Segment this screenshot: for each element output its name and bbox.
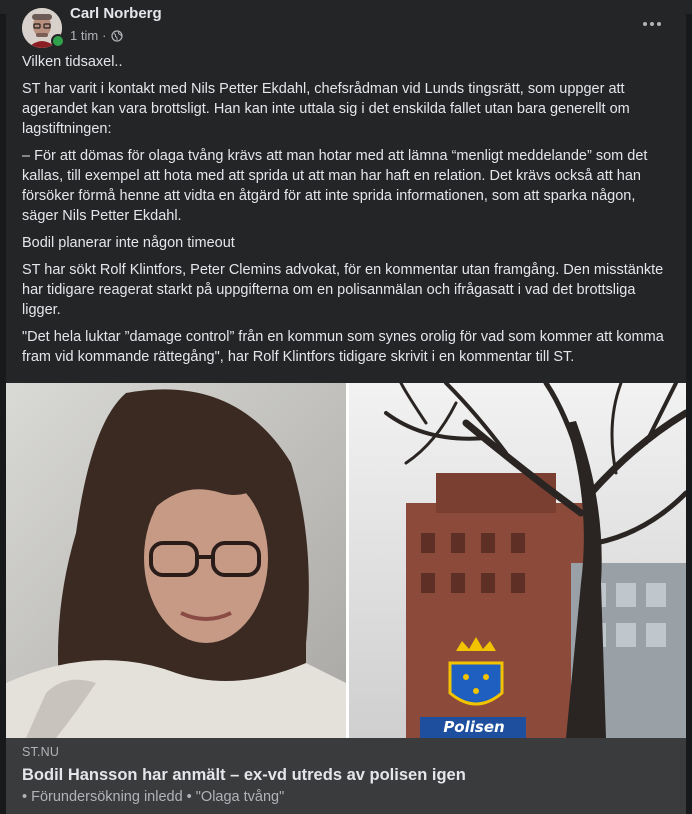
author-name[interactable]: Carl Norberg (70, 5, 162, 22)
link-preview[interactable] (6, 383, 686, 814)
post-header (6, 0, 686, 50)
post-paragraph: Bodil planerar inte någon timeout (22, 235, 235, 251)
link-title[interactable]: Bodil Hansson har anmält – ex-vd utreds av polisen igen (22, 766, 466, 784)
post-meta (70, 28, 123, 43)
post-card (6, 0, 686, 814)
post-text (22, 52, 670, 374)
article-photo (6, 383, 686, 738)
preview-image[interactable] (6, 383, 686, 738)
post-paragraph: "Det hela luktar ”damage control” från en kommun som synes orolig för vad som kommer att komma fram vid kommande rättegång", har Rolf Klintfors tidigare skrivit i en kommentar till ST. (22, 329, 664, 365)
online-status-dot (51, 34, 65, 48)
meta-separator: · (102, 28, 107, 43)
more-dot-icon (650, 22, 654, 26)
post-paragraph: Vilken tidsaxel.. (22, 54, 123, 70)
post-paragraph: ST har varit i kontakt med Nils Petter Ekdahl, chefsrådman vid Lunds tingsrätt, som uppger att agerandet kan vara brottsligt. Han kan inte uttala sig i det enskilda fallet utan bara generellt om lagstiftningen: (22, 81, 630, 137)
post-timestamp[interactable]: 1 tim (70, 28, 99, 43)
police-sign-text: Polisen (443, 718, 505, 736)
post-paragraph: – För att dömas för olaga tvång krävs att man hotar med att lämna “menligt meddelande” som det kallas, till exempel att hota med att sprida ut att man har haft en relation. Det krävs också att han försöker förmå henne att vidta en åtgärd för att inte sprida informationen, som att sparka någon, säger Nils Petter Ekdahl. (22, 148, 648, 224)
globe-icon[interactable] (111, 30, 123, 42)
more-dot-icon (657, 22, 661, 26)
more-options-button[interactable] (638, 12, 666, 36)
link-description: • Förundersökning inledd • "Olaga tvång" (22, 789, 285, 805)
link-domain: ST.NU (22, 745, 60, 759)
post-paragraph: ST har sökt Rolf Klintfors, Peter Clemins advokat, för en kommentar utan framgång. Den misstänkte har tidigare reagerat starkt på uppgifterna om en polisanmälan och ifrågasatt i vad det brottsliga ligger. (22, 262, 664, 318)
more-dot-icon (643, 22, 647, 26)
